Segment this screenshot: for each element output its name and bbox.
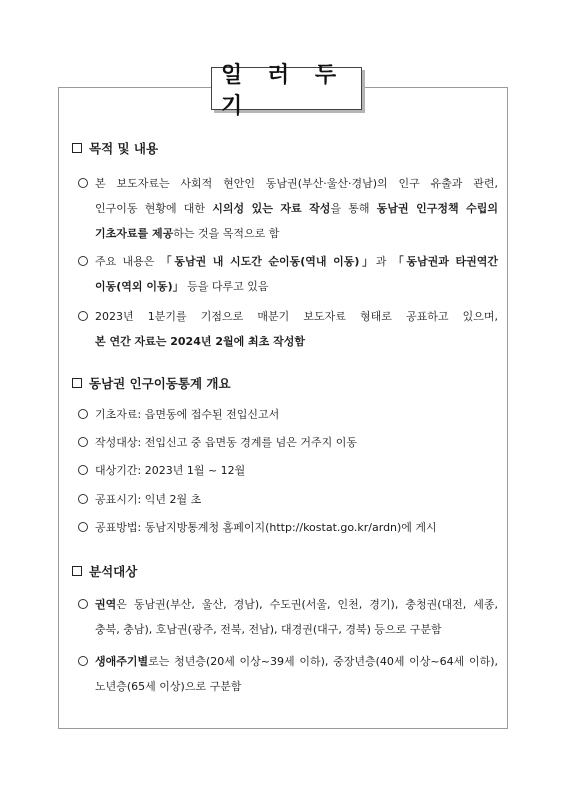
circle-bullet-icon [78, 656, 88, 666]
square-bullet-icon [72, 378, 82, 388]
circle-bullet-icon [78, 494, 88, 504]
page-title: 일 러 두 기 [211, 67, 362, 110]
section-heading-purpose: 목적 및 내용 [72, 139, 158, 157]
circle-bullet-icon [78, 409, 88, 419]
square-bullet-icon [72, 143, 82, 153]
circle-bullet-icon [78, 599, 88, 609]
circle-bullet-icon [78, 522, 88, 532]
circle-bullet-icon [78, 256, 88, 266]
section-heading-analysis: 분석대상 [72, 562, 137, 580]
circle-bullet-icon [78, 178, 88, 188]
square-bullet-icon [72, 566, 82, 576]
circle-bullet-icon [78, 465, 88, 475]
section-heading-overview: 동남권 인구이동통계 개요 [72, 374, 231, 392]
circle-bullet-icon [78, 311, 88, 321]
circle-bullet-icon [78, 437, 88, 447]
